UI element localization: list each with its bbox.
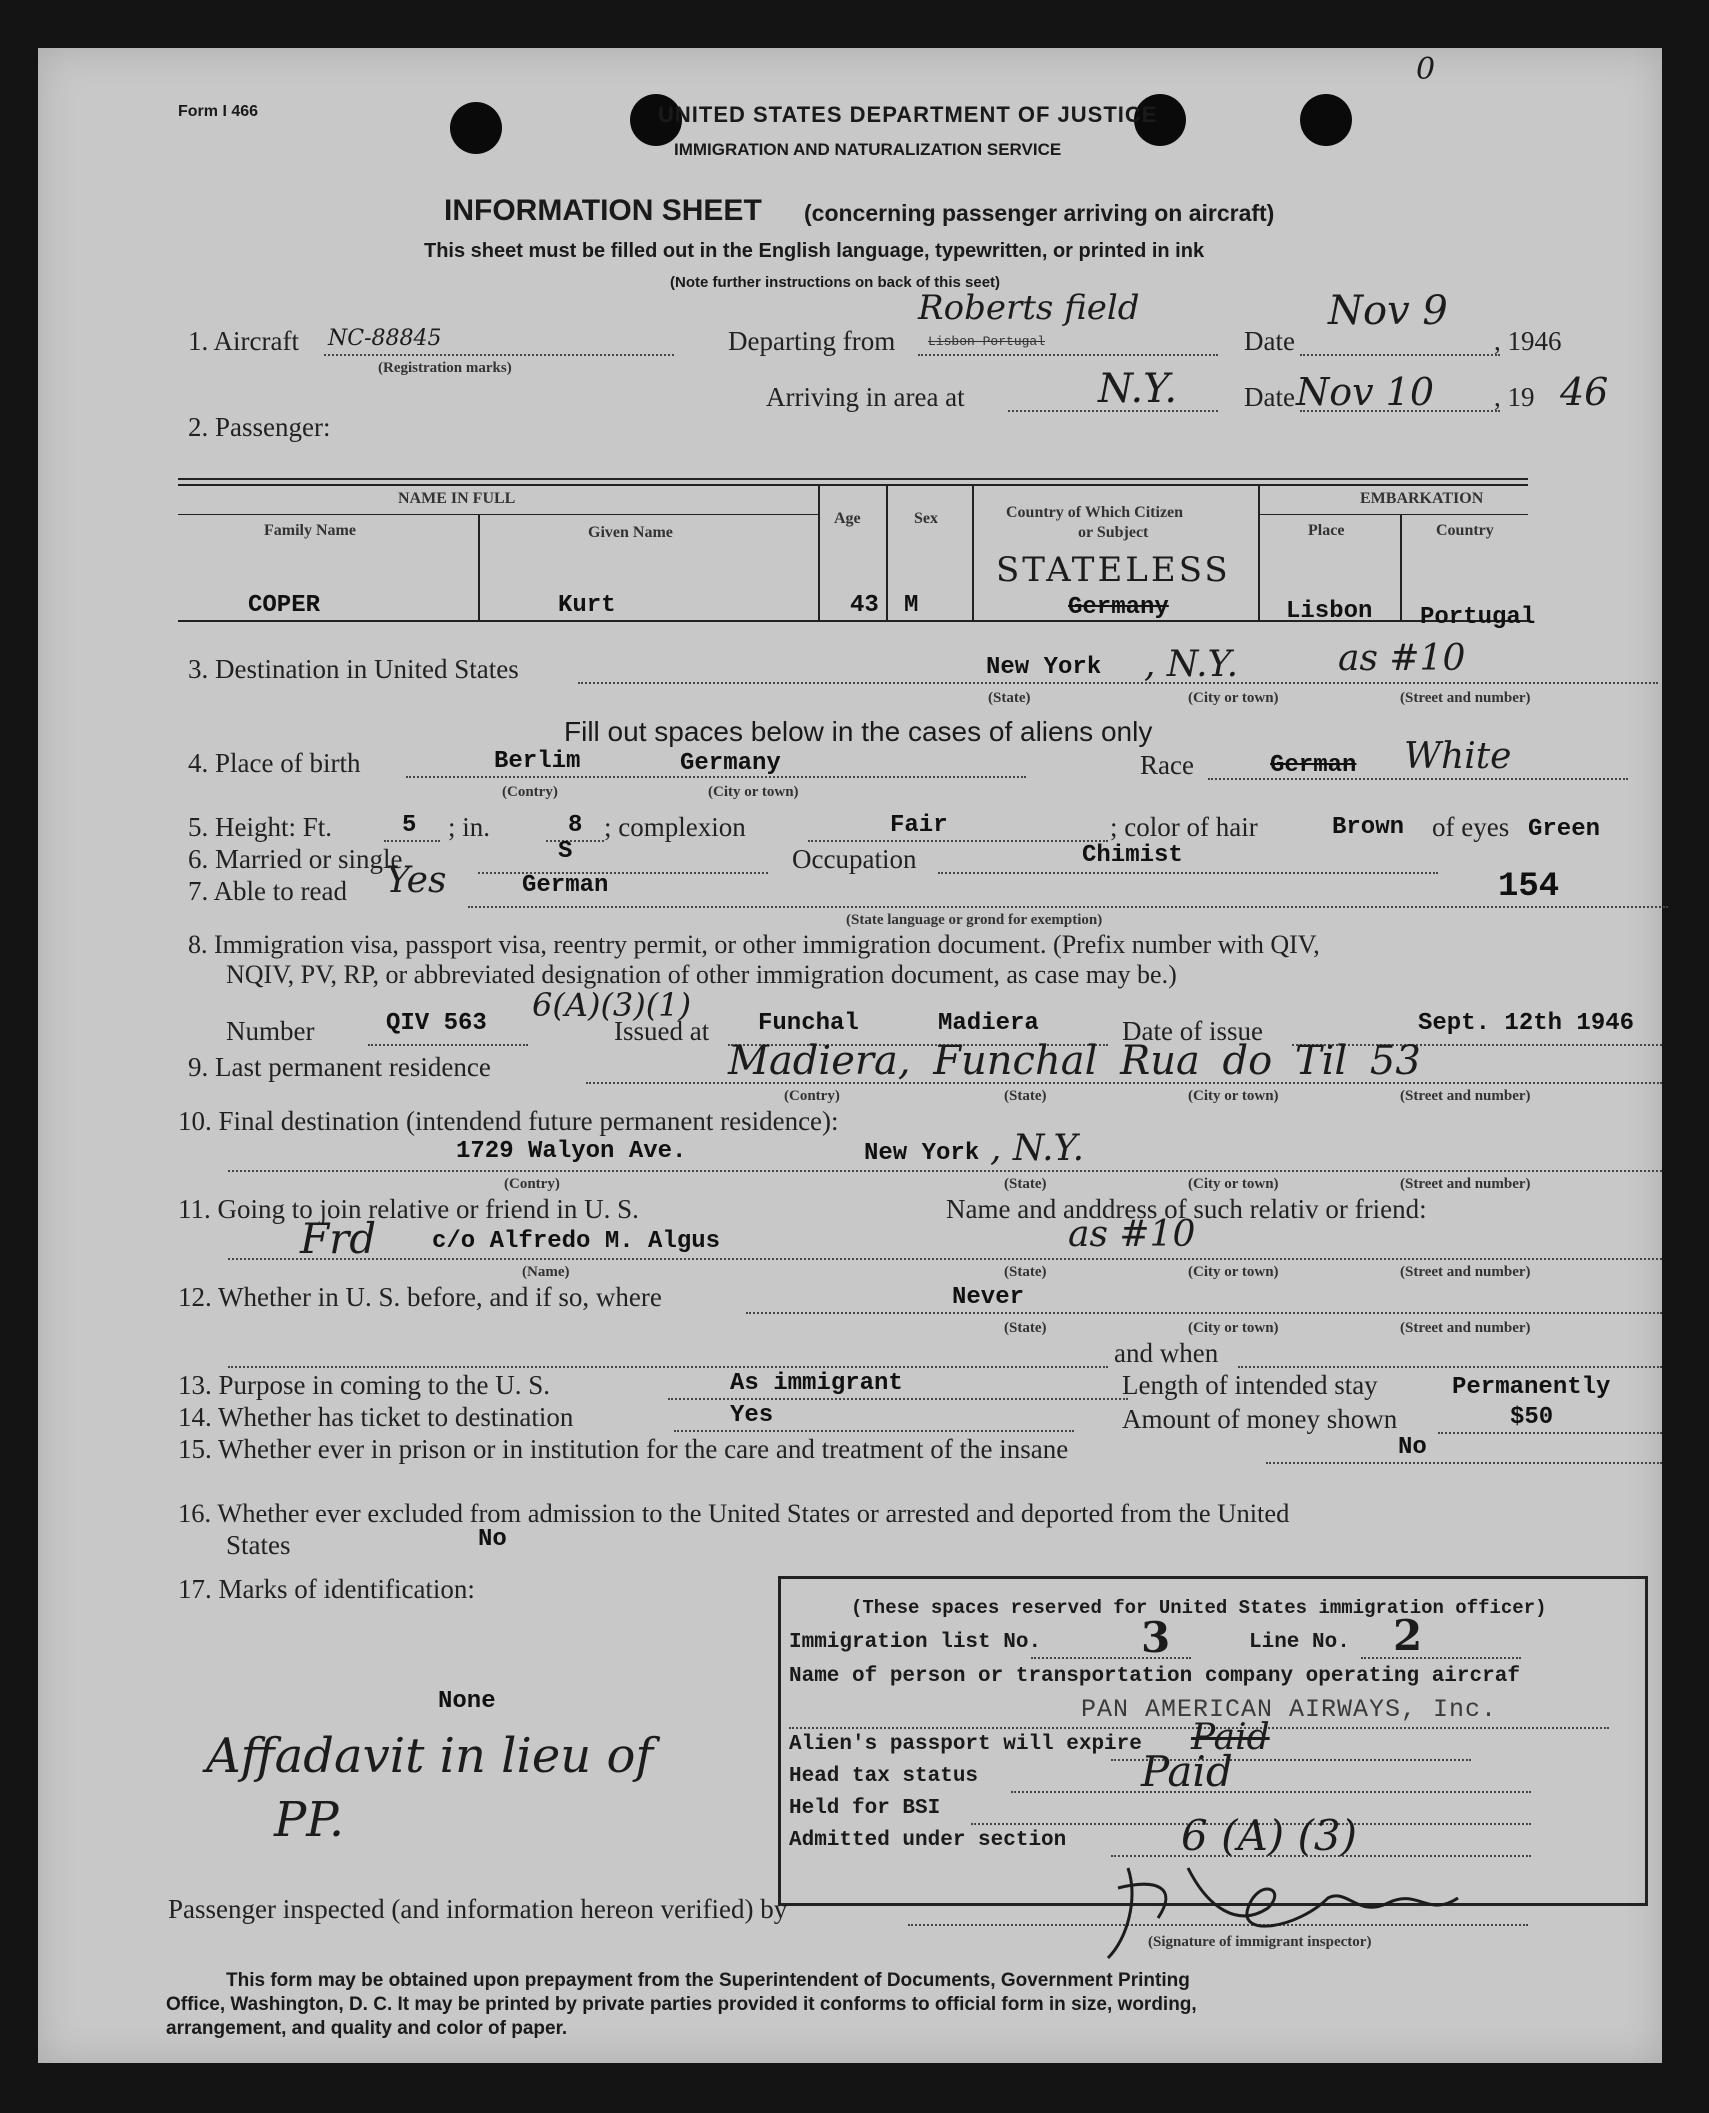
caption-state-10: (State) — [1004, 1176, 1047, 1192]
given-name: Kurt — [558, 592, 616, 619]
col-name-in-full: NAME IN FULL — [398, 490, 516, 507]
sex: M — [904, 592, 919, 619]
hair-label: ; color of hair — [1110, 812, 1258, 842]
destination-label: 3. Destination in United States — [188, 654, 519, 684]
marks-label: 17. Marks of identification: — [178, 1574, 475, 1604]
purpose-label: 13. Purpose in coming to the U. S. — [178, 1370, 550, 1400]
date-handwritten: Nov 9 — [1328, 288, 1448, 334]
issue-date: Sept. 12th 1946 — [1418, 1010, 1635, 1037]
inspection-label: Passenger inspected (and information hereon verified) by — [168, 1894, 788, 1924]
date2-label: Date — [1244, 382, 1295, 412]
occupation: Chimist — [1082, 842, 1183, 869]
departing-struck: Lisbon Portugal — [928, 334, 1046, 349]
officer-box-title: (These spaces reserved for United States immigration officer) — [851, 1597, 1547, 1619]
page-title: INFORMATION SHEET — [444, 194, 762, 227]
join-handwritten: Frd — [300, 1214, 377, 1263]
issued-place: Madiera — [938, 1010, 1039, 1037]
visa-number: QIV 563 — [386, 1010, 487, 1037]
eyes: Green — [1528, 816, 1601, 843]
ticket-label: 14. Whether has ticket to destination — [178, 1402, 574, 1432]
height-label: 5. Height: Ft. — [188, 812, 333, 842]
footer-line-1: This form may be obtained upon prepayment from the Superintendent of Documents, Government Printing — [226, 1970, 1190, 1991]
departing-handwritten: Roberts field — [918, 288, 1140, 328]
complexion-label: ; complexion — [604, 812, 746, 842]
caption-country-10: (Contry) — [504, 1176, 560, 1192]
page-subtitle: (concerning passenger arriving on aircraft) — [804, 200, 1275, 226]
visa-number-label: Number — [226, 1016, 315, 1046]
destination-city: , N.Y. — [1144, 644, 1239, 685]
stay-value: Permanently — [1452, 1374, 1611, 1401]
before-value: Never — [952, 1284, 1025, 1311]
col-place: Place — [1308, 522, 1345, 539]
relative-name: c/o Alfredo M. Algus — [432, 1228, 721, 1255]
issued-city: Funchal — [758, 1010, 859, 1037]
caption-country-9: (Contry) — [784, 1088, 840, 1104]
caption-state: (State) — [988, 690, 1031, 706]
citizenship-struck: Germany — [1068, 594, 1169, 621]
final-dest-city: New York — [864, 1140, 980, 1167]
instructions-note: (Note further instructions on back of this seet) — [670, 274, 1001, 291]
excluded-label-2: States — [226, 1530, 291, 1560]
col-given-name: Given Name — [588, 524, 673, 541]
caption-state-12: (State) — [1004, 1320, 1047, 1336]
caption-street-9: (Street and number) — [1400, 1088, 1531, 1104]
excluded-label-1: 16. Whether ever excluded from admission to the United States or arrested and deported from the United — [178, 1498, 1290, 1528]
caption-state-9: (State) — [1004, 1088, 1047, 1104]
race-struck: German — [1270, 752, 1357, 779]
punch-hole — [450, 102, 502, 154]
race-label: Race — [1140, 750, 1194, 780]
inspector-caption: (Signature of immigrant inspector) — [1148, 1934, 1372, 1950]
purpose-value: As immigrant — [730, 1370, 903, 1397]
visa-label-1: 8. Immigration visa, passport visa, reentry permit, or other immigration document. (Prefix number with QIV, — [188, 930, 1320, 959]
citizenship-handwritten: STATELESS — [996, 550, 1231, 590]
caption-city: (City or town) — [1188, 690, 1279, 706]
caption-street-12: (Street and number) — [1400, 1320, 1531, 1336]
year2-handwritten: 46 — [1560, 370, 1609, 414]
caption-country: (Contry) — [502, 784, 558, 800]
col-age: Age — [834, 510, 861, 527]
birthplace-label: 4. Place of birth — [188, 748, 361, 778]
height-in-label: ; in. — [448, 812, 491, 842]
head-tax-label: Head tax status — [789, 1765, 979, 1788]
aircraft-registration: NC-88845 — [328, 326, 442, 351]
col-sex: Sex — [914, 510, 938, 527]
aliens-note: Fill out spaces below in the cases of aliens only — [564, 716, 1153, 747]
read-label: 7. Able to read — [188, 876, 347, 906]
passport-handwritten: Paid — [1191, 1717, 1270, 1758]
caption-city-10: (City or town) — [1188, 1176, 1279, 1192]
money-label: Amount of money shown — [1122, 1404, 1398, 1434]
destination-state: New York — [986, 654, 1102, 681]
col-country-2: or Subject — [1078, 524, 1149, 541]
before-label: 12. Whether in U. S. before, and if so, where — [178, 1282, 662, 1312]
col-emb-country: Country — [1436, 522, 1494, 539]
read-language: German — [522, 872, 609, 899]
year2-prefix: , 19 — [1494, 382, 1535, 412]
birth-country: Berlim — [494, 748, 581, 775]
marks-handwritten-1: Affadavit in lieu of — [206, 1728, 654, 1784]
marks-value: None — [438, 1688, 496, 1715]
ticket-value: Yes — [730, 1402, 774, 1429]
issued-label: Issued at — [614, 1016, 710, 1046]
family-name: COPER — [248, 592, 321, 619]
admitted-label: Admitted under section — [789, 1829, 1067, 1852]
aircraft-label: 1. Aircraft — [188, 326, 299, 356]
list-no-handwritten: 3 — [1141, 1613, 1171, 1662]
caption-city-9: (City or town) — [1188, 1088, 1279, 1104]
line-no-label: Line No. — [1249, 1631, 1350, 1654]
destination-street: as #10 — [1338, 638, 1466, 679]
caption-state-11: (State) — [1004, 1264, 1047, 1280]
caption-city-12: (City or town) — [1188, 1320, 1279, 1336]
relative-address: as #10 — [1068, 1214, 1196, 1255]
list-no-label: Immigration list No. — [789, 1631, 1042, 1654]
join-label: 11. Going to join relative or friend in U. S. — [178, 1194, 639, 1224]
form-paper — [38, 48, 1662, 2063]
line-no-handwritten: 2 — [1393, 1611, 1423, 1660]
admitted-handwritten: 6 (A) (3) — [1181, 1811, 1358, 1860]
married-label: 6. Married or single — [188, 844, 403, 874]
residence-handwritten: Madiera, Funchal Rua do Til 53 — [728, 1038, 1421, 1084]
residence-label: 9. Last permanent residence — [188, 1052, 491, 1082]
year-typed: , 1946 — [1494, 326, 1562, 356]
col-country: Country of Which Citizen — [1006, 504, 1184, 521]
read-number: 154 — [1498, 868, 1560, 906]
money-value: $50 — [1510, 1404, 1554, 1431]
visa-section-handwritten: 6(A)(3)(1) — [532, 986, 692, 1024]
col-family-name: Family Name — [264, 522, 356, 539]
caption-street-11: (Street and number) — [1400, 1264, 1531, 1280]
caption-city-2: (City or town) — [708, 784, 799, 800]
company-label: Name of person or transportation company operating aircraf — [789, 1665, 1520, 1688]
department-title: UNITED STATES DEPARTMENT OF JUSTICE — [658, 102, 1158, 127]
stay-label: Length of intended stay — [1122, 1370, 1378, 1400]
race-handwritten: White — [1404, 736, 1512, 777]
punch-hole — [1300, 94, 1352, 146]
excluded-value: No — [478, 1526, 507, 1553]
departing-label: Departing from — [728, 326, 896, 356]
hair: Brown — [1332, 814, 1405, 841]
passenger-label: 2. Passenger: — [188, 412, 331, 442]
final-dest-state: , N.Y. — [990, 1128, 1085, 1169]
read-handwritten: Yes — [386, 860, 447, 901]
when-label: and when — [1114, 1338, 1219, 1368]
relative-label: Name and anddress of such relativ or friend: — [946, 1194, 1427, 1224]
birth-city: Germany — [680, 750, 781, 777]
form-number: Form I 466 — [178, 103, 259, 120]
visa-label-2: NQIV, PV, RP, or abbreviated designation of other immigration document, as case may be.) — [226, 960, 1177, 989]
bsi-label: Held for BSI — [789, 1797, 941, 1820]
marital-status: S — [558, 838, 573, 865]
issue-date-label: Date of issue — [1122, 1016, 1263, 1046]
height-ft: 5 — [402, 812, 417, 839]
col-embarkation: EMBARKATION — [1360, 490, 1484, 507]
marks-handwritten-2: PP. — [274, 1792, 345, 1848]
footer-line-3: arrangement, and quality and color of paper. — [166, 2018, 568, 2039]
caption-city-11: (City or town) — [1188, 1264, 1279, 1280]
complexion: Fair — [890, 812, 948, 839]
head-tax-handwritten: Paid — [1141, 1747, 1233, 1796]
corner-mark: 0 — [1416, 52, 1436, 87]
instructions: This sheet must be filled out in the English language, typewritten, or printed in ink — [424, 240, 1205, 262]
passport-label: Alien's passport will expire — [789, 1733, 1142, 1756]
prison-value: No — [1398, 1434, 1427, 1461]
embarkation-country: Portugal — [1420, 604, 1536, 631]
caption-street: (Street and number) — [1400, 690, 1531, 706]
prison-label: 15. Whether ever in prison or in institution for the care and treatment of the insane — [178, 1434, 1069, 1464]
height-in: 8 — [568, 812, 583, 839]
arriving-handwritten: N.Y. — [1098, 366, 1178, 412]
registration-caption: (Registration marks) — [378, 360, 512, 376]
company-stamp: PAN AMERICAN AIRWAYS, Inc. — [1081, 1695, 1498, 1724]
occupation-label: Occupation — [792, 844, 917, 874]
service-title: IMMIGRATION AND NATURALIZATION SERVICE — [674, 140, 1062, 159]
final-dest-label: 10. Final destination (intendend future permanent residence): — [178, 1106, 839, 1136]
caption-street-10: (Street and number) — [1400, 1176, 1531, 1192]
final-dest-street: 1729 Walyon Ave. — [456, 1138, 687, 1165]
footer-line-2: Office, Washington, D. C. It may be printed by private parties provided it conforms to official form in size, wording, — [166, 1994, 1197, 2015]
embarkation-place: Lisbon — [1286, 598, 1373, 625]
date2-handwritten: Nov 10 — [1296, 370, 1435, 414]
eyes-label: of eyes — [1432, 812, 1510, 842]
read-caption: (State language or grond for exemption) — [846, 912, 1103, 928]
date-label: Date — [1244, 326, 1295, 356]
arriving-label: Arriving in area at — [766, 382, 965, 412]
caption-name-11: (Name) — [522, 1264, 570, 1280]
age: 43 — [850, 592, 879, 619]
